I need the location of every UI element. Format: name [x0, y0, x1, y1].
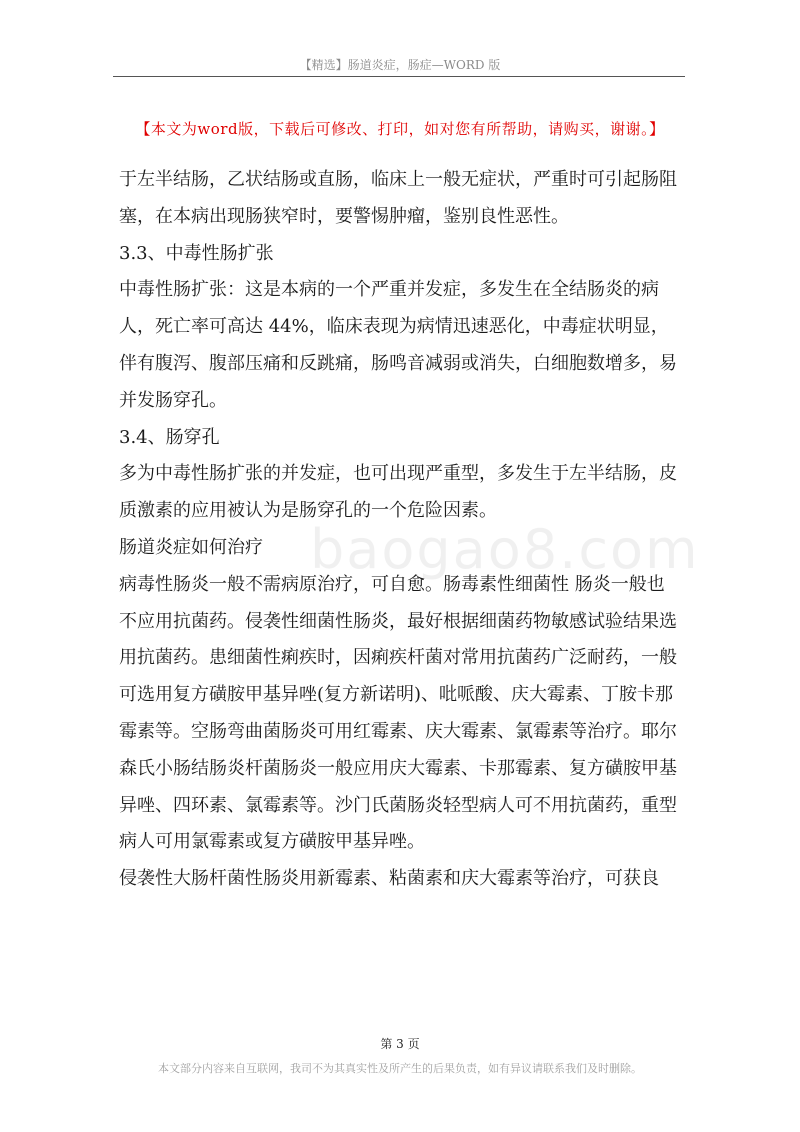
paragraph: 多为中毒性肠扩张的并发症，也可出现严重型，多发生于左半结肠，皮质激素的应用被认为是肠穿孔的一个危险因素。: [119, 463, 677, 522]
paragraph: 病毒性肠炎一般不需病原治疗，可自愈。肠毒素性细菌性 肠炎一般也不应用抗菌药。侵袭性细菌性肠炎，最好根据细菌药物敏感试验结果选用抗菌药。患细菌性痢疾时，因痢疾杆菌对常用抗菌药广泛耐药，一般可选用复方磺胺甲基异唑(复方新诺明)、吡哌酸、庆大霉素、丁胺卡那霉素等。空肠弯曲菌肠炎可用红霉素、庆大霉素、氯霉素等治疗。耶尔森氏小肠结肠炎杆菌肠炎一般应用庆大霉素、卡那霉素、复方磺胺甲基异唑、四环素、氯霉素等。沙门氏菌肠炎轻型病人可不用抗菌药，重型病人可用氯霉素或复方磺胺甲基异唑。: [119, 573, 677, 853]
header-divider: [113, 76, 685, 77]
section-heading: 肠道炎症如何治疗: [119, 536, 263, 558]
paragraph: 中毒性肠扩张：这是本病的一个严重并发症，多发生在全结肠炎的病人，死亡率可高达 44%，临床表现为病情迅速恶化，中毒症状明显，伴有腹泻、腹部压痛和反跳痛，肠鸣音减弱或消失，白细胞数增多，易并发肠穿孔。: [119, 279, 677, 411]
section-heading: 3.3、中毒性肠扩张: [119, 242, 274, 264]
download-notice: 【本文为word版，下载后可修改、打印，如对您有所帮助，请购买，谢谢。】: [135, 120, 665, 138]
watermark: baogao8.com: [310, 518, 700, 581]
page-number: 第 3 页: [380, 1037, 420, 1051]
paragraph: 于左半结肠，乙状结肠或直肠，临床上一般无症状，严重时可引起肠阻塞，在本病出现肠狭窄时，要警惕肿瘤，鉴别良性恶性。: [119, 169, 677, 227]
page-footer: 本文部分内容来自互联网，我司不为其真实性及所产生的后果负责，如有异议请联系我们及时删除。: [158, 1062, 642, 1075]
paragraph: 侵袭性大肠杆菌性肠炎用新霉素、粘菌素和庆大霉素等治疗，可获良: [119, 868, 659, 890]
document-body: [119, 162, 681, 898]
page-header: 【精选】肠道炎症，肠症—WORD 版: [299, 58, 501, 72]
section-heading: 3.4、肠穿孔: [119, 426, 220, 448]
